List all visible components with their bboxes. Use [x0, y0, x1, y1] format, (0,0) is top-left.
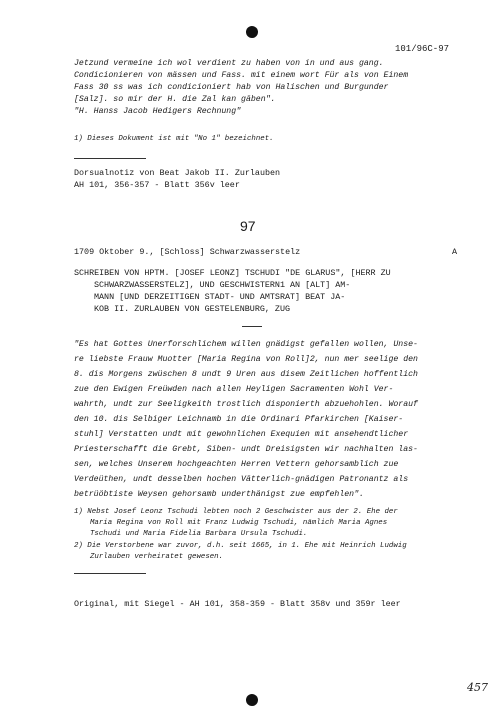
dorsal-rule	[74, 158, 146, 159]
footnote-1-line-1: 1) Nebst Josef Leonz Tschudi lebten noch 2 Geschwister aus der 2. Ehe der	[74, 508, 398, 516]
heading-line-3: MANN [UND DERZEITIGEN STADT- UND AMTSRAT] BEAT JA-	[94, 292, 346, 302]
body-line-6: den 10. dis Selbiger Leichnamb in die Ordinari Pfarkirchen [Kaiser-	[74, 415, 404, 424]
body-line-7: stuhl] Verstatten undt mit gewohnlichen Exequien mit ansehendtlicher	[74, 430, 409, 439]
body-line-11: betrüöbtiste Weysen gehorsamb underthänigst zue empfehlen".	[74, 490, 364, 499]
body-line-3: 8. dis Morgens zwüschen 8 undt 9 Uren aus disem Zeitlichen hoffentlich	[74, 370, 418, 379]
top-footnote: 1) Dieses Dokument ist mit "No 1" bezeichnet.	[74, 135, 274, 143]
punch-hole-top	[246, 26, 258, 38]
top-quote-line-3: Fass 30 ss was ich condicioniert hab von Halischen und Burgunder	[74, 83, 389, 92]
heading-line-2: SCHWARZWASSERSTELZ], UND GESCHWISTERN1 AN [ALT] AM-	[94, 280, 351, 290]
original-line: Original, mit Siegel - AH 101, 358-359 - Blatt 358v und 359r leer	[74, 599, 401, 609]
handwritten-page-number: 457	[467, 681, 488, 694]
date-line: 1709 Oktober 9., [Schloss] Schwarzwasserstelz	[74, 247, 301, 257]
body-line-5: wahrth, undt zur Seeligkeith trostlich disponierth abzuehohlen. Worauf	[74, 400, 418, 409]
body-line-1: "Es hat Gottes Unerforschlichem willen gnädigst gefallen wollen, Unse-	[74, 340, 418, 349]
dorsal-note-line-2: AH 101, 356-357 - Blatt 356v leer	[74, 180, 240, 190]
footnote-2-line-1: 2) Die Verstorbene war zuvor, d.h. seit 1665, in 1. Ehe mit Heinrich Ludwig	[74, 542, 407, 550]
footnote-1-line-3: Tschudi und Maria Fidelia Barbara Ursula Tschudi.	[90, 530, 308, 538]
heading-line-4: KOB II. ZURLAUBEN VON GESTELENBURG, ZUG	[94, 304, 291, 314]
body-line-2: re liebste Frauw Muotter [Maria Regina von Roll]2, nun mer seelige den	[74, 355, 418, 364]
punch-hole-bottom	[246, 694, 258, 706]
heading-line-1: SCHREIBEN VON HPTM. [JOSEF LEONZ] TSCHUDI "DE GLARUS", [HERR ZU	[74, 268, 391, 278]
body-line-10: Verdeüthen, undt desselben hochen Vätterlich-gnädigen Patronantz als	[74, 475, 409, 484]
dorsal-note-line-1: Dorsualnotiz von Beat Jakob II. Zurlauben	[74, 168, 281, 178]
heading-rule	[242, 326, 262, 327]
top-quote-line-5: "H. Hanss Jacob Hedigers Rechnung"	[74, 107, 242, 116]
date-letter: A	[452, 247, 458, 257]
body-line-9: sen, welches Unserem hochgeachten Herren Vettern gehorsamblich zue	[74, 460, 399, 469]
page-reference: 101/96C-97	[395, 44, 450, 54]
top-quote-line-1: Jetzund vermeine ich wol verdient zu haben von in und aus gang.	[74, 59, 384, 68]
footnote-1-line-2: Maria Regina von Roll mit Franz Ludwig Tschudi, nämlich Maria Agnes	[90, 519, 388, 527]
document-number: 97	[240, 218, 256, 234]
original-rule	[74, 573, 146, 574]
top-quote-line-2: Condicionieren von mässen und Fass. mit einem wort Für als von Einem	[74, 71, 409, 80]
top-quote-line-4: [Salz]. so mir der H. die Zal kan gäben".	[74, 95, 276, 104]
body-line-8: Priesterschafft die Grebt, Siben- undt Dreisigsten wir nachhalten las-	[74, 445, 418, 454]
body-line-4: zue den Ewigen Freüwden nach allen Heyligen Sacramenten Wohl Ver-	[74, 385, 394, 394]
footnote-2-line-2: Zurlauben verheiratet gewesen.	[90, 553, 224, 561]
